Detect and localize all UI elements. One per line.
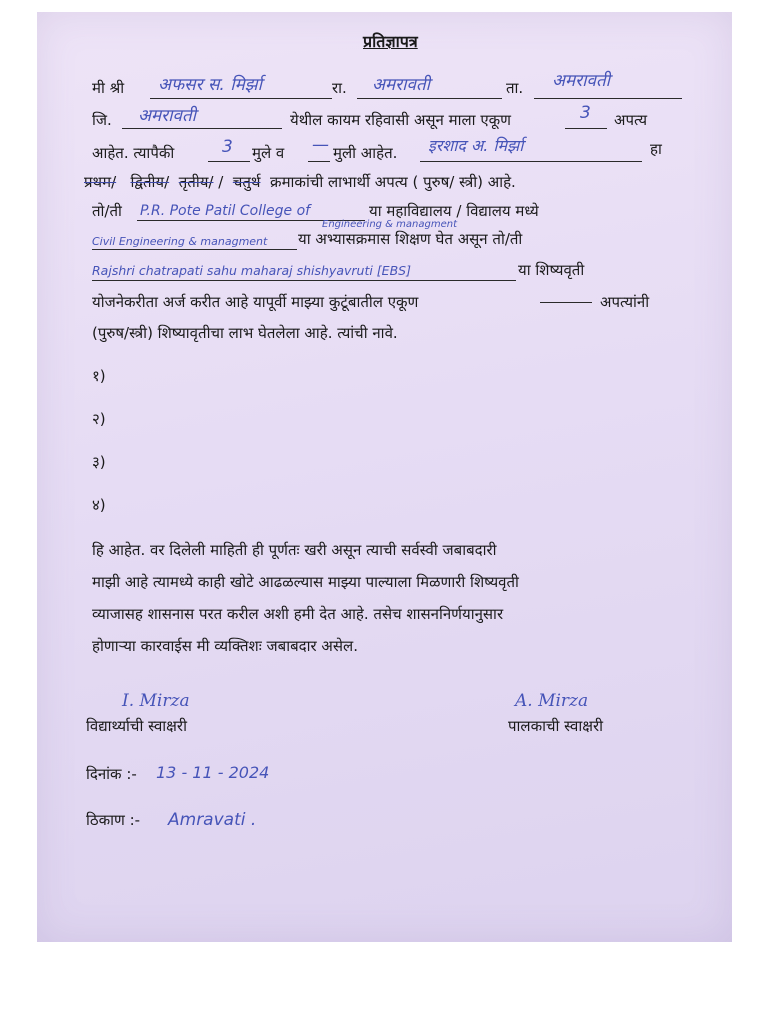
line3-text1: आहेत. त्यापैकी bbox=[92, 144, 175, 162]
student-signature-label: विद्यार्थ्याची स्वाक्षरी bbox=[86, 717, 187, 735]
course-name: Civil Engineering & managment bbox=[92, 235, 268, 248]
line6-suffix: या अभ्यासक्रमास शिक्षण घेत असून तो/ती bbox=[298, 230, 523, 248]
document-title: प्रतिज्ञापत्र bbox=[363, 32, 418, 51]
ji-value: अमरावती bbox=[138, 106, 197, 126]
line8-suffix: अपत्यांनी bbox=[600, 293, 650, 311]
list-number-1: १) bbox=[92, 367, 106, 385]
paragraph-line-2: माझी आहे त्यामध्ये काही खोटे आढळल्यास माझ्या पाल्याला मिळणारी शिष्यवृती bbox=[92, 573, 519, 591]
place-value: Amravati . bbox=[168, 810, 257, 830]
parent-signature: A. Mirza bbox=[515, 691, 589, 711]
line2-text: येथील कायम रहिवासी असून माला एकूण bbox=[290, 111, 511, 129]
prior-count-blank bbox=[540, 302, 592, 303]
line3-suffix: हा bbox=[650, 140, 662, 158]
applicant-name: अफसर स. मिर्झा bbox=[158, 75, 263, 95]
daughters-count: — bbox=[312, 135, 329, 155]
ordinal-second: द्वितीय/ bbox=[130, 173, 170, 191]
list-number-2: २) bbox=[92, 410, 106, 428]
college-name: P.R. Pote Patil College of bbox=[140, 203, 311, 219]
line8-text: योजनेकरीता अर्ज करीत आहे यापूर्वी माझ्या कुटूंबातील एकूण bbox=[92, 293, 419, 311]
scheme-name: Rajshri chatrapati sahu maharaj shishyavruti [EBS] bbox=[92, 263, 411, 278]
ra-value: अमरावती bbox=[372, 75, 431, 95]
ta-value: अमरावती bbox=[552, 71, 611, 91]
sons-blank bbox=[208, 161, 250, 162]
line7-suffix: या शिष्यवृती bbox=[518, 261, 585, 279]
daughters-blank bbox=[308, 161, 330, 162]
paragraph-line-1: हि आहेत. वर दिलेली माहिती ही पूर्णतः खरी असून त्याची सर्वस्वी जबाबदारी bbox=[92, 541, 497, 559]
ordinal-third: तृतीय/ bbox=[178, 173, 214, 191]
ra-blank bbox=[357, 98, 502, 99]
place-label: ठिकाण :- bbox=[86, 811, 141, 829]
children-count: 3 bbox=[580, 103, 591, 123]
line9-text: (पुरुष/स्त्री) शिष्यावृतीचा लाभ घेतलेला आहे. त्यांची नावे. bbox=[92, 324, 398, 342]
list-number-4: ४) bbox=[92, 496, 106, 514]
parent-signature-label: पालकाची स्वाक्षरी bbox=[508, 717, 603, 735]
name-blank bbox=[150, 98, 332, 99]
ta-blank bbox=[534, 98, 682, 99]
paragraph-line-4: होणाऱ्या कारवाईस मी व्यक्तिशः जबाबदार असेल. bbox=[92, 637, 358, 655]
date-label: दिनांक :- bbox=[86, 765, 137, 783]
sons-count: 3 bbox=[222, 137, 233, 157]
line1-prefix: मी श्री bbox=[92, 79, 125, 97]
count-blank bbox=[565, 128, 607, 129]
student-signature: I. Mirza bbox=[122, 691, 190, 711]
ra-label: रा. bbox=[332, 79, 347, 97]
ji-blank bbox=[122, 128, 282, 129]
list-number-3: ३) bbox=[92, 453, 106, 471]
line3-text3: मुली आहेत. bbox=[333, 144, 398, 162]
line2-suffix: अपत्य bbox=[614, 111, 648, 129]
line3-text2: मुले व bbox=[252, 144, 285, 162]
ordinal-fourth: चतुर्थ bbox=[232, 173, 261, 191]
child-name-blank bbox=[420, 161, 642, 162]
ji-label: जि. bbox=[92, 111, 112, 129]
scheme-blank bbox=[92, 280, 516, 281]
line5-prefix: तो/ती bbox=[92, 202, 122, 220]
line5-suffix: या महाविद्यालय / विद्यालय मध्ये bbox=[369, 202, 539, 220]
ordinal-line: प्रथम/ द्वितीय/ तृतीय/ / चतुर्थ क्रमाकांची लाभार्थी अपत्य ( पुरुष/ स्त्री) आहे. bbox=[84, 173, 516, 191]
course-superscript: Engineering & managment bbox=[322, 219, 457, 230]
ordinal-rest: क्रमाकांची लाभार्थी अपत्य ( पुरुष/ स्त्री) आहे. bbox=[270, 173, 516, 191]
ordinal-first: प्रथम/ bbox=[84, 173, 117, 191]
date-value: 13 - 11 - 2024 bbox=[156, 763, 270, 782]
ta-label: ता. bbox=[506, 79, 524, 97]
paragraph-line-3: व्याजासह शासनास परत करील अशी हमी देत आहे. तसेच शासननिर्णयानुसार bbox=[92, 605, 504, 623]
child-name: इरशाद अ. मिर्झा bbox=[428, 136, 524, 155]
